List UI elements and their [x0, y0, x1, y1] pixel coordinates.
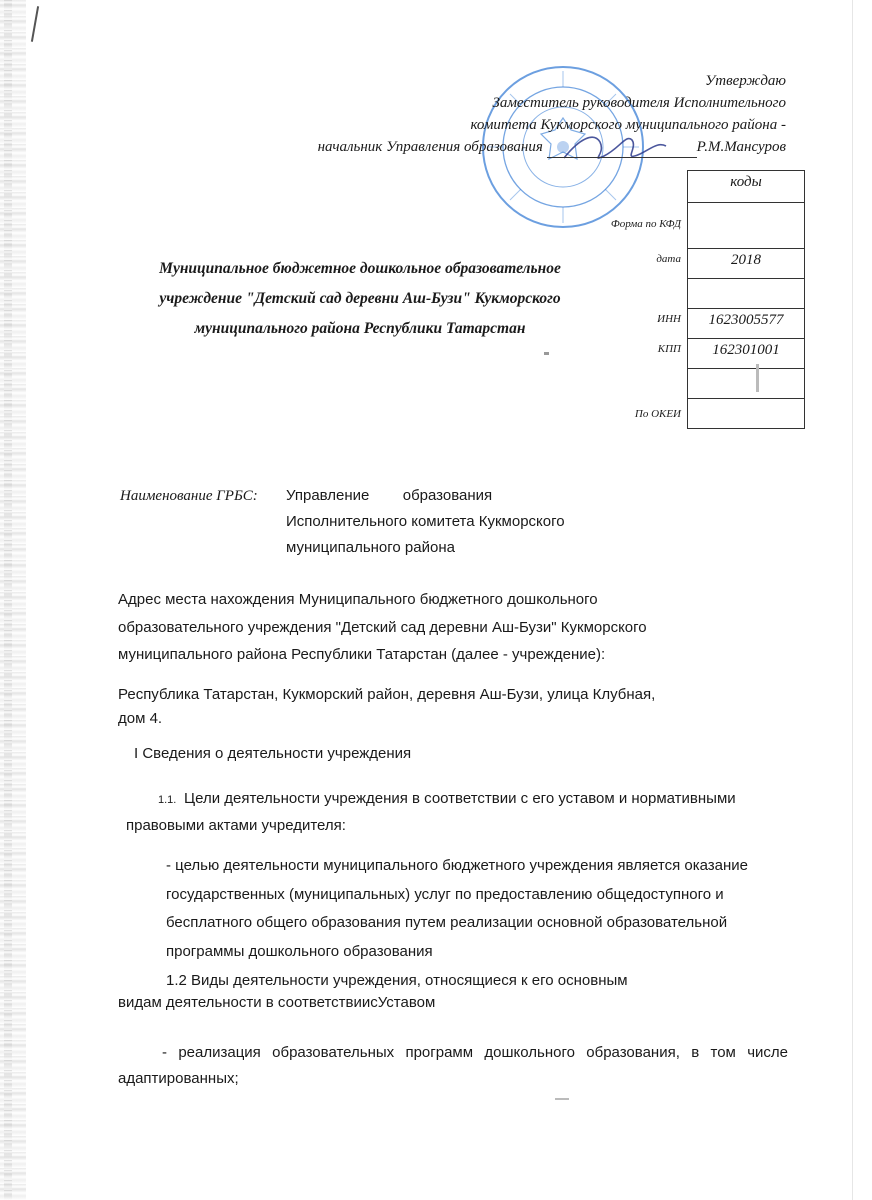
code-value	[688, 203, 805, 249]
signer-name: Р.М.Мансуров	[696, 139, 786, 155]
codes-row	[608, 339, 805, 369]
approval-line-3	[318, 136, 786, 158]
code-label	[608, 279, 688, 309]
code-label: дата	[656, 252, 681, 265]
paragraph-1-2-line-1: 1.2 Виды деятельности учреждения, относящиеся к его основным	[166, 972, 628, 989]
codes-row	[608, 399, 805, 429]
paragraph-1-1	[126, 786, 796, 839]
signature-line	[547, 157, 697, 158]
codes-row	[608, 203, 805, 249]
activity-kind	[118, 1040, 788, 1092]
approval-block	[318, 70, 786, 158]
scan-edge-left-dark	[4, 0, 12, 1200]
organization-name: Муниципальное бюджетное дошкольное образовательное учреждение "Детский сад деревни Аш-Бузи" Кукморского муниципального района Республики Татарстан	[159, 260, 561, 337]
codes-row	[608, 369, 805, 399]
address-location-line-2: дом 4.	[118, 710, 163, 727]
codes-table	[608, 170, 805, 429]
goal-paragraph: - целью деятельности муниципального бюджетного учреждения является оказание государственных (муниципальных) услуг по предоставлению общедоступного и бесплатного общего образования путем реализации основной образовательной программы дошкольного образования	[166, 857, 749, 960]
activity-kind-line-2: адаптированных;	[118, 1070, 239, 1087]
code-value: 1623005577	[688, 309, 805, 339]
code-value: 162301001	[688, 339, 805, 369]
code-label: Форма по КФД	[610, 217, 681, 230]
grbs-value-line-1: Управление образования	[286, 487, 493, 504]
code-value	[688, 399, 805, 429]
codes-header: коды	[688, 171, 805, 203]
activity-kind-line-1: - реализация образовательных программ дошкольного образования, в том числе	[162, 1044, 788, 1061]
paragraph-number: 1.1.	[158, 794, 177, 806]
approval-line-1: Заместитель руководителя Исполнительного	[492, 95, 786, 111]
approval-line-2: комитета Кукморского муниципального района -	[470, 117, 786, 133]
code-label: ИНН	[657, 312, 681, 325]
grbs-value-line-3: муниципального района	[286, 539, 455, 556]
scan-speck	[555, 1098, 569, 1100]
address-location	[118, 683, 738, 731]
code-value	[688, 279, 805, 309]
codes-row	[608, 279, 805, 309]
scan-mark	[31, 6, 39, 42]
code-value	[688, 369, 805, 399]
grbs-block	[120, 484, 565, 556]
code-label: КПП	[657, 342, 681, 355]
scan-speck	[756, 364, 759, 392]
scan-edge-right	[852, 0, 853, 1200]
grbs-label: Наименование ГРБС:	[120, 488, 258, 504]
approve-word: Утверждаю	[705, 73, 786, 89]
address-location-line-1: Республика Татарстан, Кукморский район, деревня Аш-Бузи, улица Клубная,	[118, 686, 656, 703]
scan-speck	[544, 352, 549, 355]
address-intro: Адрес места нахождения Муниципального бюджетного дошкольного образовательного учреждения "Детский сад деревни Аш-Бузи" Кукморского муниципального района Республики Татарстан (далее - учреждение):	[118, 591, 647, 663]
codes-row	[608, 249, 805, 279]
section-title: I Сведения о деятельности учреждения	[134, 745, 412, 762]
code-value: 2018	[688, 249, 805, 279]
codes-row	[608, 309, 805, 339]
paragraph-1-2-line-2: видам деятельности в соответствиисУставом	[118, 994, 436, 1011]
paragraph-1-2	[118, 970, 758, 1014]
code-label: По ОКЕИ	[634, 407, 681, 420]
code-label	[608, 369, 688, 399]
paragraph-1-1-text: Цели деятельности учреждения в соответствии с его уставом и нормативными правовыми актами учредителя:	[126, 790, 736, 834]
grbs-value-line-2: Исполнительного комитета Кукморского	[286, 513, 565, 530]
approval-position: начальник Управления образования	[317, 139, 543, 155]
